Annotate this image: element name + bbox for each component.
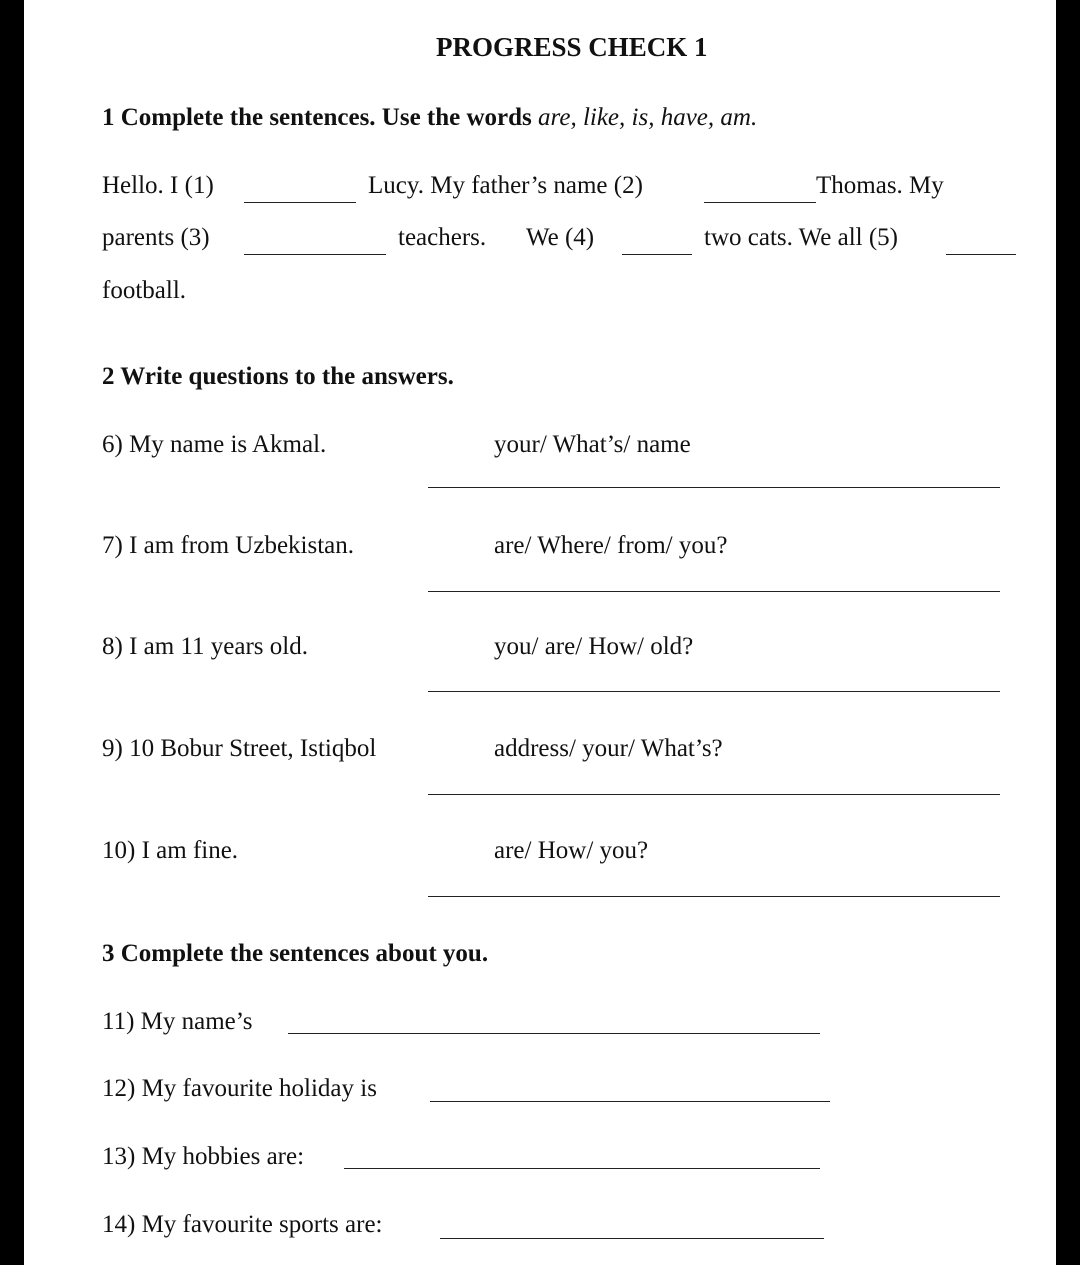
question-line-10[interactable]: [428, 896, 1000, 897]
answer-text-10: 10) I am fine.: [102, 837, 239, 864]
answer-blank-1[interactable]: [244, 202, 356, 203]
scrambled-words-10: are/ How/ you?: [494, 837, 649, 864]
sentence-part: Thomas. My: [816, 172, 944, 199]
section-3-heading: 3 Complete the sentences about you.: [102, 940, 489, 967]
answer-blank-2[interactable]: [704, 202, 816, 203]
question-line-8[interactable]: [428, 691, 1000, 692]
scrambled-words-6: your/ What’s/ name: [494, 431, 691, 458]
section-1-heading-row: [102, 103, 757, 133]
completion-line-13[interactable]: [344, 1168, 820, 1169]
question-line-9[interactable]: [428, 794, 1000, 795]
answer-text-7: 7) I am from Uzbekistan.: [102, 532, 355, 559]
completion-line-14[interactable]: [440, 1238, 824, 1239]
answer-blank-3[interactable]: [244, 254, 386, 255]
page-title: PROGRESS CHECK 1: [436, 32, 708, 62]
answer-blank-5[interactable]: [946, 254, 1016, 255]
scrambled-words-9: address/ your/ What’s?: [494, 735, 723, 762]
scrambled-words-8: you/ are/ How/ old?: [494, 633, 694, 660]
sentence-prompt-14: 14) My favourite sports are:: [102, 1211, 383, 1238]
sentence-part: parents (3): [102, 224, 210, 251]
answer-text-8: 8) I am 11 years old.: [102, 633, 308, 660]
section-1-heading: 1 Complete the sentences. Use the words: [102, 104, 532, 131]
sentence-prompt-13: 13) My hobbies are:: [102, 1143, 305, 1170]
sentence-part: teachers.: [398, 224, 487, 251]
sentence-part: football.: [102, 277, 187, 304]
answer-blank-4[interactable]: [622, 254, 692, 255]
answer-text-6: 6) My name is Akmal.: [102, 431, 327, 458]
sentence-part: Lucy. My father’s name (2): [368, 172, 643, 199]
completion-line-12[interactable]: [430, 1101, 830, 1102]
worksheet-page: [24, 0, 1056, 1265]
question-line-7[interactable]: [428, 591, 1000, 592]
section-1-word-list: are, like, is, have, am.: [538, 104, 758, 131]
question-line-6[interactable]: [428, 487, 1000, 488]
answer-text-9: 9) 10 Bobur Street, Istiqbol: [102, 735, 377, 762]
sentence-part: Hello. I (1): [102, 172, 214, 199]
sentence-part: two cats. We all (5): [704, 224, 898, 251]
sentence-prompt-12: 12) My favourite holiday is: [102, 1075, 377, 1102]
section-2-heading: 2 Write questions to the answers.: [102, 363, 454, 390]
scrambled-words-7: are/ Where/ from/ you?: [494, 532, 728, 559]
sentence-part: We (4): [526, 224, 595, 251]
completion-line-11[interactable]: [288, 1033, 820, 1034]
sentence-prompt-11: 11) My name’s: [102, 1008, 253, 1035]
